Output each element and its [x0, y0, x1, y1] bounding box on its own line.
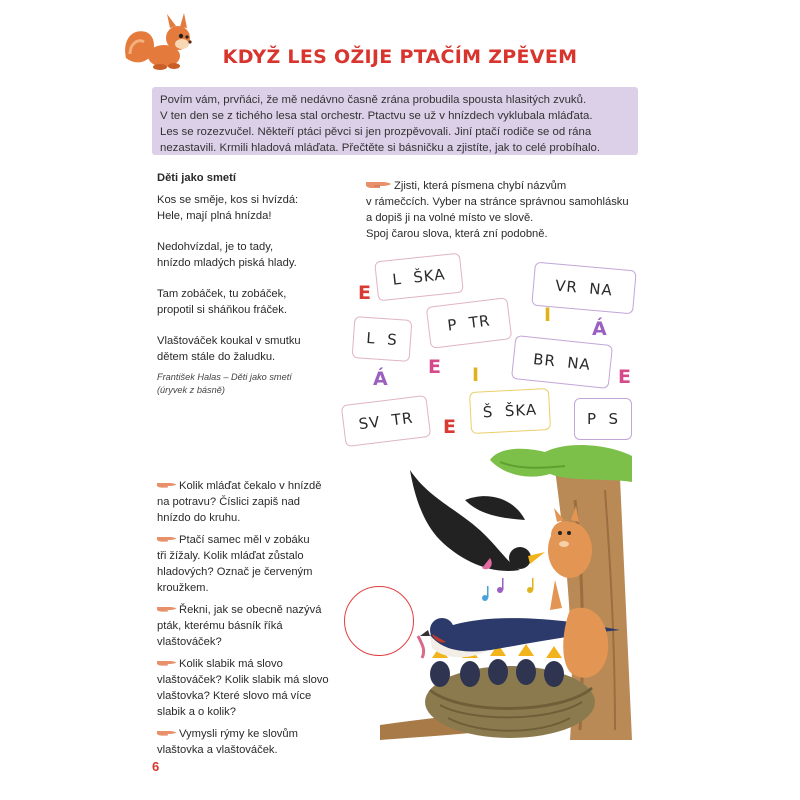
citation-line: František Halas – Děti jako smetí [157, 372, 292, 382]
question-line: vlaštovka? Které slovo má více [157, 690, 312, 703]
word-card[interactable]: L ŠKA [374, 253, 464, 302]
intro-line: nezastavili. Krmili hladová mláďata. Přečtěte si básničku a zjistíte, jak to celé probíhalo. [160, 142, 601, 154]
vowel-letter[interactable]: E [443, 416, 456, 438]
vowel-letter[interactable]: Á [592, 318, 607, 340]
word-card[interactable]: BR NA [511, 335, 613, 389]
word-card[interactable]: SV TR [341, 395, 431, 447]
poem-citation [157, 371, 347, 397]
instruction-text: Zjisti, která písmena chybí názvům [394, 180, 567, 192]
instruction-line: a dopiš ji na volné místo ve slově. [366, 212, 534, 225]
question-line: hnízdo do kruhu. [157, 512, 241, 525]
poem-stanza [157, 286, 347, 318]
question-line: kroužkem. [157, 582, 209, 595]
poem-stanza [157, 333, 347, 365]
poem-line: dětem stále do žaludku. [157, 351, 276, 363]
question-line: slabik a o kolik? [157, 706, 236, 719]
pointing-hand-icon [157, 602, 177, 618]
poem-line: Kos se směje, kos si hvízdá: [157, 194, 299, 206]
poem [157, 170, 347, 397]
question-line: pták, kterému básník říká [157, 620, 283, 633]
bird-nest-illustration [370, 440, 660, 750]
question-line: vlaštováček? [157, 636, 222, 649]
question [157, 726, 357, 758]
pointing-hand-icon [157, 532, 177, 548]
poem-stanza [157, 192, 347, 224]
question-text: Ptačí samec měl v zobáku [179, 534, 310, 547]
question-line: vlaštováček? Kolik slabik má slovo [157, 674, 329, 687]
question-line [157, 478, 357, 494]
poem-line: Hele, mají plná hnízda! [157, 210, 272, 222]
vowel-letter[interactable]: E [358, 282, 371, 304]
vowel-letter[interactable]: Á [373, 368, 388, 390]
page-number: 6 [152, 759, 160, 774]
question-line [157, 656, 357, 672]
question-text: Kolik mláďat čekalo v hnízdě [179, 480, 322, 492]
question-line: tři žížaly. Kolik mláďat zůstalo [157, 550, 304, 563]
question-text: Vymysli rýmy ke slovům [179, 728, 298, 741]
vowel-letter[interactable]: I [472, 364, 480, 386]
question [157, 478, 357, 526]
question-line [157, 532, 357, 548]
instruction-line: Spoj čarou slova, která zní podobně. [366, 228, 548, 241]
intro-box [152, 87, 638, 155]
intro-line: Les se rozezvučel. Někteří ptáci pěvci si jen prozpěvovali. Jiní ptačí rodiče se od rána [160, 126, 592, 138]
exercise-instructions [366, 178, 666, 242]
question-text: Kolik slabik má slovo [179, 658, 283, 671]
intro-line: Povím vám, prvňáci, že mě nedávno časně zrána probudila spousta hlasitých zvuků. [160, 94, 587, 106]
question-line [157, 726, 357, 742]
question [157, 602, 357, 650]
intro-line: V ten den se z tichého lesa stal orchestr. Ptactvu se už v hnízdech vyklubala mláďata. [160, 110, 593, 122]
pointing-hand-icon [157, 726, 177, 742]
instruction-line [366, 178, 666, 194]
question [157, 532, 357, 596]
instruction-line: v rámečcích. Vyber na stránce správnou samohlásku [366, 196, 629, 209]
question-line: vlaštovka a vlaštováček. [157, 744, 278, 757]
vowel-letter[interactable]: E [428, 356, 441, 378]
poem-line: propotil si sháňkou fráček. [157, 304, 287, 316]
question-line: na potravu? Číslici zapiš nad [157, 496, 301, 509]
page-title: KDYŽ LES OŽIJE PTAČÍM ZPĚVEM [222, 46, 578, 68]
question-line: hladových? Označ je červeným [157, 566, 313, 579]
word-card[interactable]: VR NA [531, 262, 636, 315]
word-card[interactable]: P TR [426, 297, 513, 349]
pointing-hand-icon [157, 656, 177, 672]
questions [157, 478, 357, 758]
pointing-hand-icon [366, 178, 392, 194]
poem-title: Děti jako smetí [157, 172, 236, 184]
vowel-letter[interactable]: E [618, 366, 631, 388]
question [157, 656, 357, 720]
word-card[interactable]: L S [352, 316, 413, 362]
poem-line: hnízdo mladých piská hlady. [157, 257, 297, 269]
word-card[interactable]: P S [574, 398, 632, 440]
question-line [157, 602, 357, 618]
pointing-hand-icon [157, 478, 177, 494]
vowel-letter[interactable]: I [544, 304, 552, 326]
word-card[interactable]: Š ŠKA [469, 388, 551, 434]
poem-stanza [157, 239, 347, 271]
question-text: Řekni, jak se obecně nazývá [179, 604, 322, 617]
citation-line: (úryvek z básně) [157, 385, 225, 395]
poem-line: Tam zobáček, tu zobáček, [157, 288, 287, 300]
poem-line: Vlaštováček koukal v smutku [157, 335, 301, 347]
poem-line: Nedohvízdal, je to tady, [157, 241, 274, 253]
